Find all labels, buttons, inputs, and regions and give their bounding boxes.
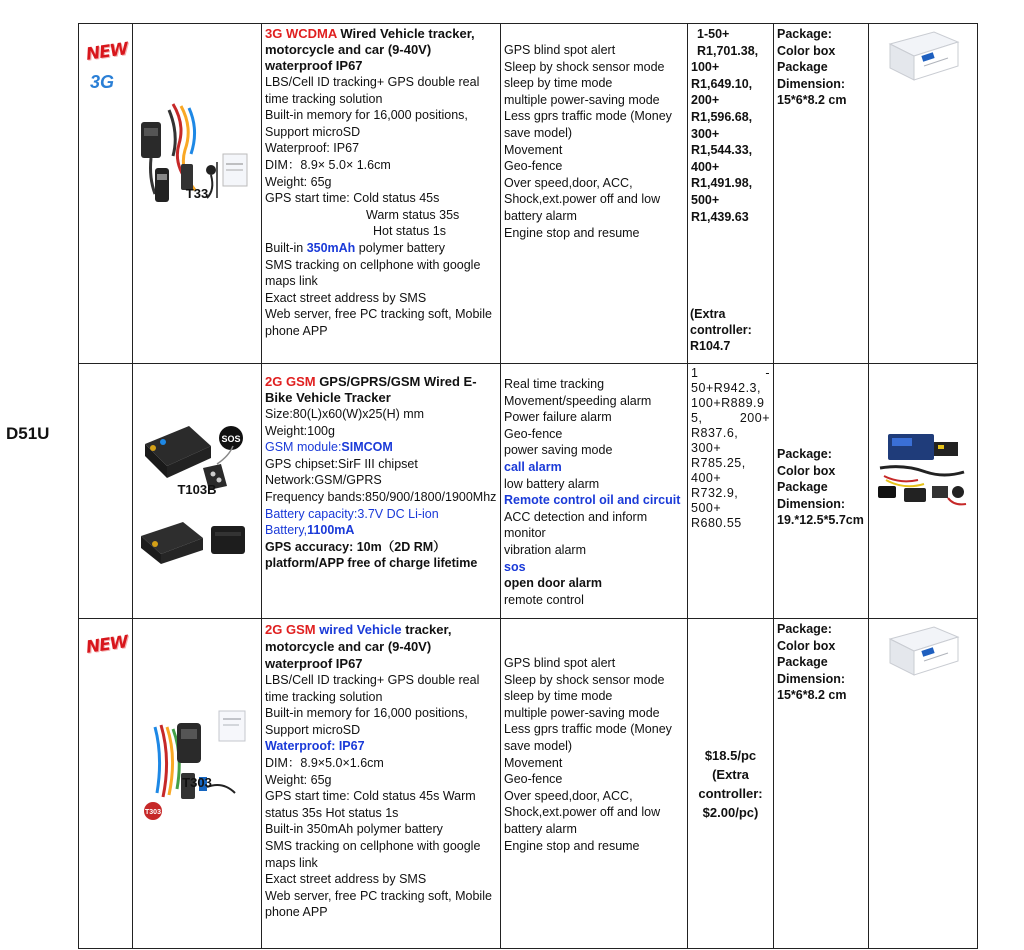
spec-line: Built-in memory for 16,000 positions, Support microSD — [265, 706, 468, 737]
price-cell — [688, 24, 774, 364]
spec-line: Warm status 35s — [366, 207, 460, 222]
price-tier: 500+ R1,439.63 — [691, 192, 749, 224]
product-spec-table — [78, 23, 978, 949]
spec-line — [265, 240, 497, 257]
package-line: Color box — [777, 43, 836, 58]
description-cell — [262, 364, 501, 619]
extra-controller-price: (Extra controller: R104.7 — [690, 307, 752, 353]
feature-item: Geo-fence — [504, 159, 563, 174]
spec-line: GPS accuracy: 10m（2D RM）platform/APP free of charge lifetime — [265, 539, 478, 571]
spec-line: LBS/Cell ID tracking+ GPS double real time tracking solution — [265, 673, 480, 704]
product-image-cell — [133, 619, 262, 949]
color-box-image — [884, 621, 962, 679]
feature-item: Engine stop and resume — [504, 225, 640, 240]
new-badge: NEW — [84, 632, 129, 658]
package-cell — [774, 364, 869, 619]
gsm-module-value: SIMCOM — [341, 440, 393, 455]
features-cell — [501, 619, 688, 949]
spec-line: Frequency bands:850/900/1800/1900Mhz — [265, 489, 497, 504]
product-title — [265, 26, 497, 74]
package-image-cell — [869, 24, 978, 364]
spec-line — [265, 439, 497, 456]
spec-line: Size:80(L)x60(W)x25(H) mm — [265, 407, 425, 421]
spec-line: Built-in memory for 16,000 positions, Support microSD — [265, 108, 468, 139]
package-line: 15*6*8.2 cm — [777, 688, 847, 703]
spec-line: Web server, free PC tracking soft, Mobile phone APP — [265, 888, 492, 920]
table-row — [79, 24, 978, 364]
feature-item: power saving mode — [504, 443, 613, 458]
package-line: Package Dimension: — [777, 60, 846, 91]
spec-line: GPS chipset:SirF III chipset — [265, 456, 418, 471]
description-cell — [262, 24, 501, 364]
features-cell — [501, 24, 688, 364]
feature-item: Over speed,door, ACC, Shock,ext.power off and low battery alarm — [504, 175, 661, 223]
title-text: GPS/GPRS/GSM Wired E-Bike Vehicle Tracker — [265, 374, 477, 405]
feature-item: Movement/speeding alarm — [504, 393, 652, 408]
group-label: D51U — [6, 424, 50, 443]
spec-line: Weight:100g — [265, 423, 335, 438]
model-chip-label: T303 — [145, 809, 161, 816]
product-title — [265, 374, 497, 406]
features-cell — [501, 364, 688, 619]
price-tiers: 1 - 50+R942.3, 100+R889.9 5, 200+ R837.6, 300+ R785.25, 400+ R732.9, 500+ R680.55 — [691, 366, 770, 530]
feature-item: Over speed,door, ACC, Shock,ext.power off and low battery alarm — [504, 788, 661, 836]
feature-item: Less gprs traffic mode (Money save model) — [504, 109, 672, 140]
model-name: T33 — [185, 186, 209, 201]
package-line: Package: — [777, 622, 832, 636]
feature-item: Movement — [504, 142, 563, 157]
tracker-package-image — [874, 428, 972, 510]
feature-item: Less gprs traffic mode (Money save model) — [504, 722, 672, 753]
feature-item: Power failure alarm — [504, 410, 612, 425]
spec-line: Exact street address by SMS — [265, 290, 427, 305]
price-tier: 400+ R1,491.98, — [691, 159, 753, 191]
model-name: T303 — [182, 775, 212, 790]
feature-item: multiple power-saving mode — [504, 705, 660, 720]
spec-line: Hot status 1s — [373, 224, 446, 239]
spec-line: Weight: 65g — [265, 174, 332, 189]
price-cell — [688, 364, 774, 619]
unit-price: $18.5/pc (Extra controller: $2.00/pc) — [698, 747, 763, 820]
feature-item: ACC detection and inform monitor — [504, 509, 648, 541]
spec-line: Web server, free PC tracking soft, Mobile phone APP — [265, 307, 492, 338]
battery-value: 350mAh — [306, 240, 356, 255]
price-tier: 100+ R1,649.10, — [691, 60, 753, 91]
price-tier: 300+ R1,544.33, — [691, 126, 753, 158]
badge-cell — [79, 364, 133, 619]
description-cell — [262, 619, 501, 949]
feature-item: open door alarm — [504, 576, 602, 591]
spec-line: SMS tracking on cellphone with google maps link — [265, 838, 481, 870]
feature-item: sleep by time mode — [504, 689, 613, 704]
spec-line: Network:GSM/GPRS — [265, 473, 382, 488]
title-network: 3G WCDMA — [265, 26, 337, 41]
package-line: Package: — [777, 447, 832, 461]
feature-item: Movement — [504, 755, 563, 770]
color-box-image — [884, 26, 962, 84]
feature-item: GPS blind spot alert — [504, 656, 616, 670]
spec-line: DIM：8.9× 5.0× 1.6cm — [265, 157, 391, 172]
package-cell — [774, 619, 869, 949]
title-network: 2G GSM — [265, 622, 316, 637]
package-line: Package Dimension: — [777, 655, 846, 686]
feature-item: vibration alarm — [504, 542, 586, 557]
badge-cell — [79, 24, 133, 364]
feature-item: sos — [504, 559, 526, 574]
package-line: 15*6*8.2 cm — [777, 93, 847, 108]
product-image-cell — [133, 364, 262, 619]
feature-item: remote control — [504, 592, 584, 607]
feature-item: GPS blind spot alert — [504, 43, 616, 57]
gsm-module-label: GSM module: — [265, 440, 342, 455]
tracker-kit-image — [133, 697, 255, 827]
feature-item: Sleep by shock sensor mode — [504, 59, 665, 74]
package-line: Color box — [777, 638, 836, 653]
battery-label: Battery capacity:3.7V DC Li-ion Battery, — [265, 506, 439, 538]
feature-item: sleep by time mode — [504, 76, 613, 91]
product-image-cell — [133, 24, 262, 364]
price-cell — [688, 619, 774, 949]
package-line: Color box — [777, 463, 836, 478]
new-badge: NEW — [84, 39, 129, 65]
feature-item: Sleep by shock sensor mode — [504, 672, 665, 687]
package-line: Package: — [777, 27, 832, 41]
model-name: T103B — [177, 482, 217, 497]
feature-item: Real time tracking — [504, 377, 605, 391]
package-line: Package Dimension: — [777, 480, 846, 511]
spec-line: SMS tracking on cellphone with google maps link — [265, 257, 481, 289]
3g-badge: 3G — [90, 71, 115, 92]
spec-line: Weight: 65g — [265, 772, 332, 787]
package-line: 19.*12.5*5.7cm — [777, 513, 864, 528]
feature-item: Geo-fence — [504, 772, 563, 787]
package-image-cell — [869, 619, 978, 949]
spec-line: GPS start time: Cold status 45s Warm status 35s Hot status 1s — [265, 789, 476, 820]
feature-item: call alarm — [504, 459, 562, 474]
sos-label: SOS — [221, 434, 241, 444]
table-row — [79, 364, 978, 619]
package-image-cell — [869, 364, 978, 619]
feature-item: Geo-fence — [504, 426, 563, 441]
title-text: tracker, motorcycle and car (9-40V) waterproof IP67 — [265, 622, 452, 671]
title-vehicle: Vehicle — [356, 622, 402, 637]
spec-line: LBS/Cell ID tracking+ GPS double real time tracking solution — [265, 75, 480, 106]
feature-item: multiple power-saving mode — [504, 92, 660, 107]
spec-line: GPS start time: Cold status 45s — [265, 191, 440, 206]
battery-prefix: Built-in — [265, 240, 307, 255]
table-row — [79, 619, 978, 949]
feature-item: Engine stop and resume — [504, 838, 640, 853]
product-title — [265, 621, 497, 672]
spec-line: Waterproof: IP67 — [265, 141, 360, 156]
package-cell — [774, 24, 869, 364]
price-tier: 200+ R1,596.68, — [691, 93, 753, 124]
tracker-kit-image — [133, 404, 255, 604]
title-text: Wired Vehicle tracker, motorcycle and car (9-40V) waterproof IP67 — [265, 26, 475, 73]
title-network: 2G GSM — [265, 374, 316, 389]
price-tier: 1-50+ R1,701.38, — [697, 27, 759, 58]
feature-item: low battery alarm — [504, 476, 600, 491]
spec-line: Exact street address by SMS — [265, 872, 427, 887]
spec-line: DIM：8.9×5.0×1.6cm — [265, 755, 384, 770]
title-wired: wired — [315, 622, 357, 637]
spec-line — [265, 506, 497, 539]
badge-cell — [79, 619, 133, 949]
spec-line: Waterproof: IP67 — [265, 739, 365, 754]
battery-value: 1100mA — [307, 523, 355, 538]
battery-suffix: polymer battery — [355, 240, 445, 255]
feature-item: Remote control oil and circuit — [504, 493, 681, 508]
spec-line: Built-in 350mAh polymer battery — [265, 822, 443, 837]
